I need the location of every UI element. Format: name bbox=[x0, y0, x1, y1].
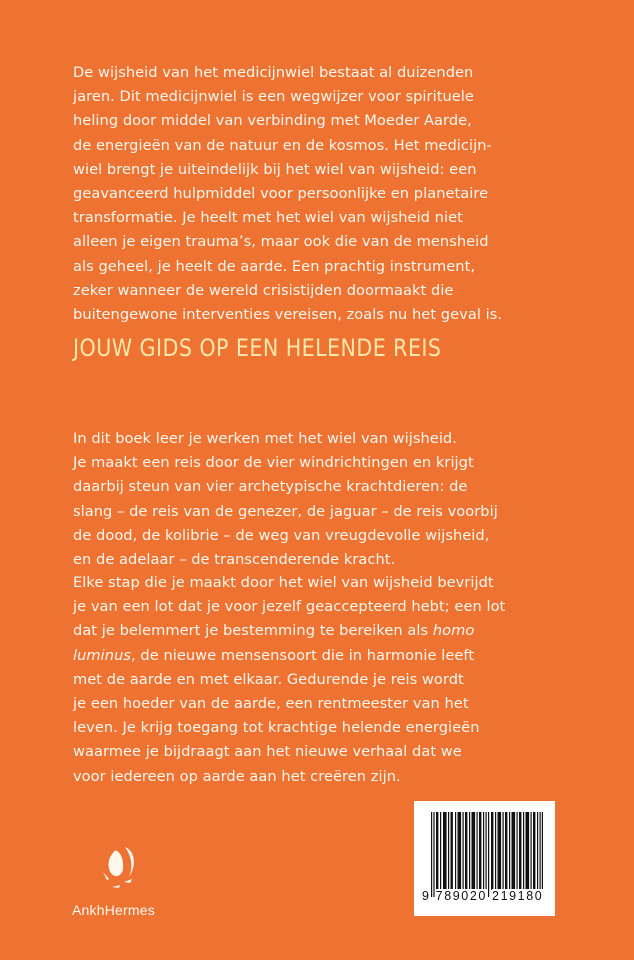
text-line: jaren. Dit medicijnwiel is een wegwijzer voor spirituele bbox=[73, 88, 474, 106]
text-segment: , de nieuwe mensensoort die in harmonie leeft bbox=[131, 646, 475, 664]
text-line: als geheel, je heelt de aarde. Een prachtig instrument, bbox=[73, 257, 476, 275]
text-line: voor iedereen op aarde aan het creëren zijn. bbox=[73, 767, 401, 785]
text-line: de dood, de kolibrie – de weg van vreugdevolle wijsheid, bbox=[73, 526, 490, 544]
text-line: transformatie. Je heelt met het wiel van wijsheid niet bbox=[73, 209, 463, 227]
text-line: In dit boek leer je werken met het wiel van wijsheid. bbox=[73, 430, 457, 447]
isbn-right-digits: 219180 bbox=[492, 889, 544, 903]
text-line: geavanceerd hulpmiddel voor persoonlijke en planetaire bbox=[73, 185, 489, 203]
text-segment: dat je belemmert je bestemming te bereiken als bbox=[73, 622, 433, 640]
barcode-bars bbox=[431, 812, 543, 897]
text-line: met de aarde en met elkaar. Gedurende je reis wordt bbox=[73, 670, 464, 688]
text-line: slang – de reis van de genezer, de jaguar – de reis voorbij bbox=[73, 502, 498, 520]
text-line: heling door middel van verbinding met Moeder Aarde, bbox=[73, 112, 472, 130]
text-line: Elke stap die je maakt door het wiel van wijsheid bevrijdt bbox=[73, 574, 494, 591]
text-line: je een hoeder van de aarde, een rentmeester van het bbox=[73, 695, 469, 713]
text-line: Je maakt een reis door de vier windrichtingen en krijgt bbox=[73, 454, 474, 472]
intro-paragraph bbox=[73, 61, 583, 327]
text-line: De wijsheid van het medicijnwiel bestaat al duizenden bbox=[73, 64, 474, 81]
isbn-lead-digit: 9 bbox=[422, 889, 431, 903]
isbn-left-digits: 789020 bbox=[435, 889, 487, 903]
isbn-barcode bbox=[414, 801, 555, 916]
text-line: wiel brengt je uiteindelijk bij het wiel van wijsheid: een bbox=[73, 160, 477, 178]
isbn-number bbox=[422, 889, 548, 903]
text-line bbox=[73, 619, 583, 643]
text-line: alleen je eigen trauma’s, maar ook die van de mensheid bbox=[73, 233, 489, 251]
body-paragraph-1 bbox=[73, 427, 583, 572]
text-line bbox=[73, 644, 583, 668]
text-line: leven. Je krijg toegang tot krachtige helende energieën bbox=[73, 719, 480, 737]
text-line: de energieën van de natuur en de kosmos. Het medicijn- bbox=[73, 136, 492, 154]
ankhhermes-logo-icon bbox=[99, 845, 159, 895]
italic-term: homo bbox=[432, 622, 475, 640]
text-line: daarbij steun van vier archetypische krachtdieren: de bbox=[73, 478, 468, 496]
body-paragraph-2 bbox=[73, 571, 583, 789]
section-heading: JOUW GIDS OP EEN HELENDE REIS bbox=[73, 334, 442, 362]
text-line: waarmee je bijdraagt aan het nieuwe verhaal dat we bbox=[73, 743, 462, 761]
publisher-name: AnkhHermes bbox=[72, 902, 155, 918]
text-line: zeker wanneer de wereld crisistijden doormaakt die bbox=[73, 281, 454, 299]
text-line: je van een lot dat je voor jezelf geaccepteerd hebt; een lot bbox=[73, 598, 506, 616]
text-line: buitengewone interventies vereisen, zoals nu het geval is. bbox=[73, 306, 503, 324]
text-line: en de adelaar – de transcenderende kracht. bbox=[73, 551, 396, 569]
italic-term: luminus bbox=[73, 646, 132, 664]
